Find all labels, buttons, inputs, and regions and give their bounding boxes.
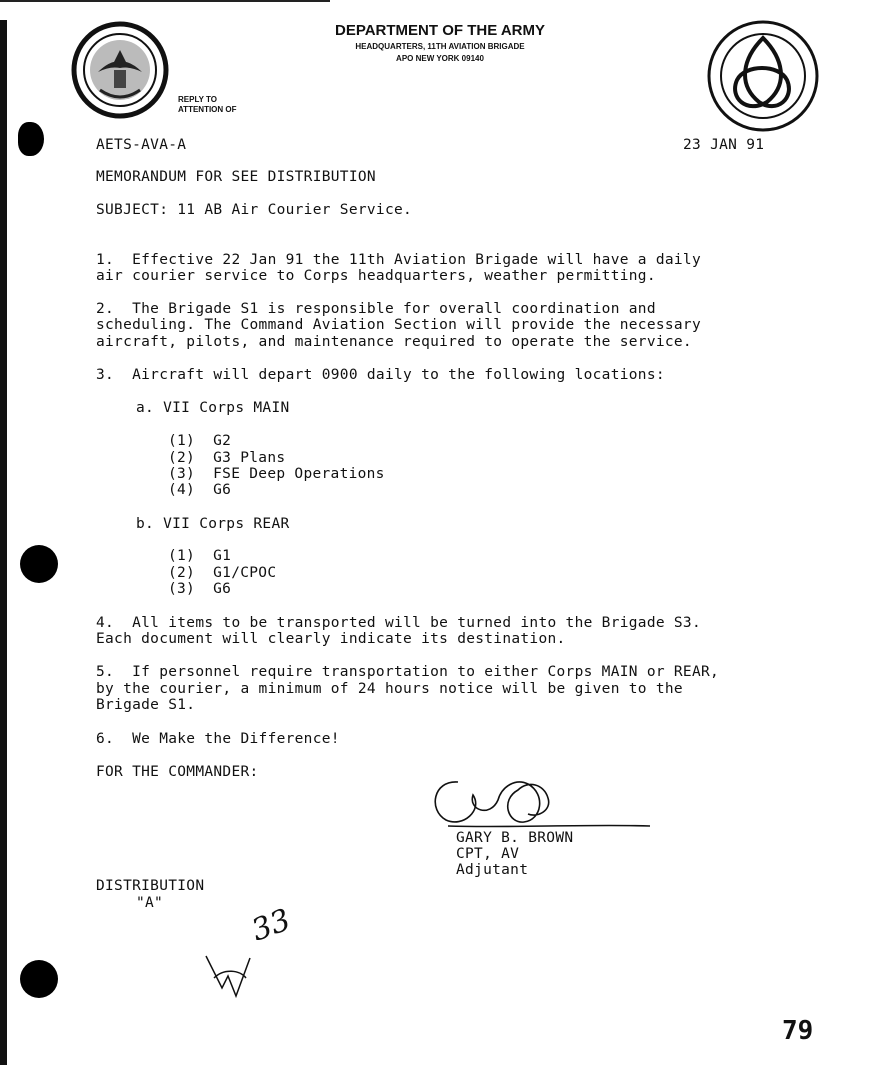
reply-to-label: REPLY TO [178, 95, 217, 104]
office-symbol: AETS-AVA-A [96, 137, 187, 153]
letterhead-hq: HEADQUARTERS, 11TH AVIATION BRIGADE [355, 42, 525, 51]
scan-edge-line [0, 0, 330, 2]
paragraph-2-line: aircraft, pilots, and maintenance required to operate the service. [96, 334, 692, 350]
location-a-item: (4) G6 [168, 482, 232, 498]
letterhead-apo: APO NEW YORK 09140 [396, 54, 484, 63]
memo-date: 23 JAN 91 [683, 137, 765, 153]
scan-left-border [0, 20, 7, 1065]
dod-seal-emblem [70, 20, 170, 120]
signer-name: GARY B. BROWN [456, 830, 574, 846]
paragraph-5-line: by the courier, a minimum of 24 hours notice will be given to the [96, 681, 683, 697]
location-a-item: (1) G2 [168, 433, 232, 449]
signer-title: Adjutant [456, 862, 529, 878]
paragraph-2-line: 2. The Brigade S1 is responsible for overall coordination and [96, 301, 656, 317]
closing-line: FOR THE COMMANDER: [96, 764, 259, 780]
paragraph-3: 3. Aircraft will depart 0900 daily to the following locations: [96, 367, 665, 383]
attention-of-label: ATTENTION OF [178, 105, 237, 114]
paragraph-5-line: Brigade S1. [96, 697, 196, 713]
letterhead-department: DEPARTMENT OF THE ARMY [335, 22, 545, 39]
punch-hole [20, 960, 58, 998]
punch-hole [20, 545, 58, 583]
location-b-item: (1) G1 [168, 548, 232, 564]
page-number: 79 [782, 1016, 814, 1046]
memo-title: MEMORANDUM FOR SEE DISTRIBUTION [96, 169, 376, 185]
location-a-item: (3) FSE Deep Operations [168, 466, 385, 482]
distribution-value: "A" [136, 895, 164, 911]
location-a-label: a. VII Corps MAIN [136, 400, 290, 416]
location-b-item: (2) G1/CPOC [168, 565, 277, 581]
location-a-item: (2) G3 Plans [168, 450, 286, 466]
paragraph-1-line: air courier service to Corps headquarters, weather permitting. [96, 268, 656, 284]
signer-rank: CPT, AV [456, 846, 520, 862]
paragraph-2-line: scheduling. The Command Aviation Section will provide the necessary [96, 317, 701, 333]
memo-subject: SUBJECT: 11 AB Air Courier Service. [96, 202, 413, 218]
department-seal-emblem [703, 18, 823, 134]
location-b-item: (3) G6 [168, 581, 232, 597]
location-b-label: b. VII Corps REAR [136, 516, 290, 532]
distribution-label: DISTRIBUTION [96, 878, 205, 894]
paragraph-6: 6. We Make the Difference! [96, 731, 340, 747]
paragraph-4-line: Each document will clearly indicate its destination. [96, 631, 566, 647]
paragraph-5-line: 5. If personnel require transportation to either Corps MAIN or REAR, [96, 664, 720, 680]
handwritten-initials [200, 948, 260, 1008]
paragraph-4-line: 4. All items to be transported will be turned into the Brigade S3. [96, 615, 701, 631]
punch-hole [18, 122, 44, 156]
handwritten-number: 33 [247, 902, 296, 949]
paragraph-1-line: 1. Effective 22 Jan 91 the 11th Aviation Brigade will have a daily [96, 252, 701, 268]
